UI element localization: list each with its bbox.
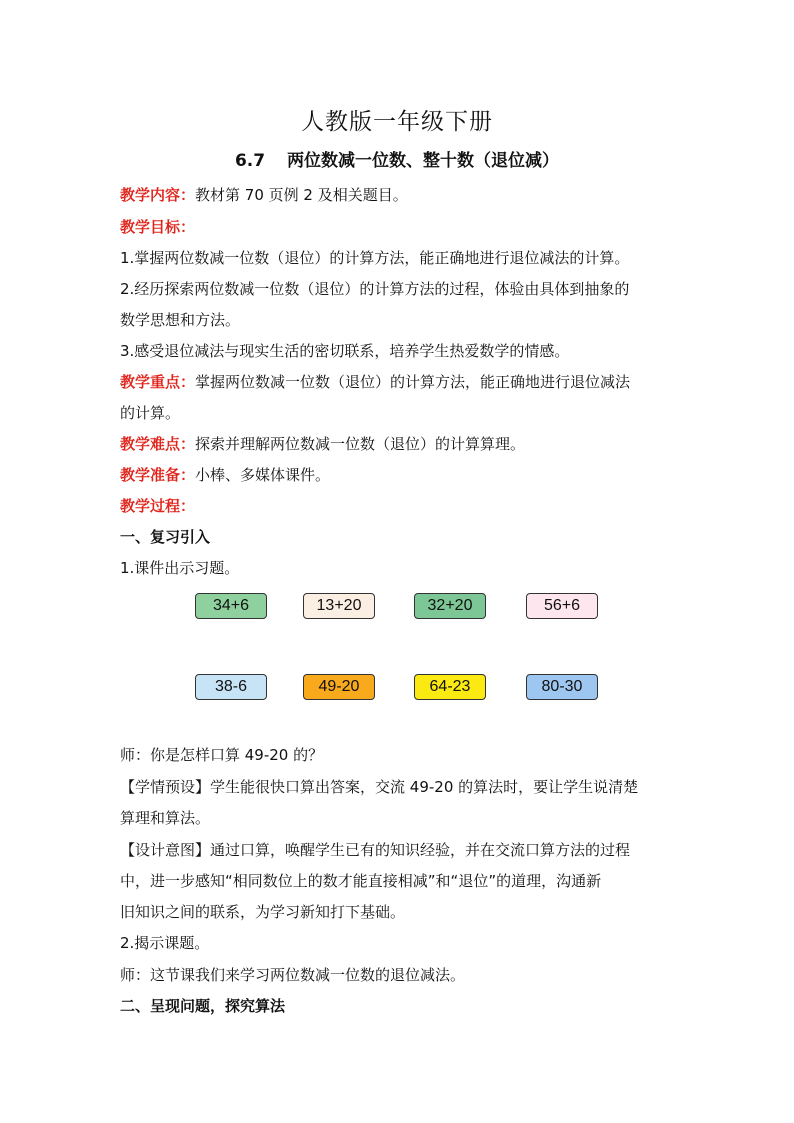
intent-line: 【设计意图】通过口算，唤醒学生已有的知识经验，并在交流口算方法的过程 — [120, 841, 631, 859]
goal-item: 3.感受退位减法与现实生活的密切联系，培养学生热爱数学的情感。 — [120, 342, 570, 360]
exercise-card: 38-6 — [195, 674, 267, 700]
teaching-content — [120, 185, 680, 205]
process-heading — [120, 496, 680, 516]
intent-line: 旧知识之间的联系，为学习新知打下基础。 — [120, 903, 406, 921]
goal-item: 1.掌握两位数减一位数（退位）的计算方法，能正确地进行退位减法的计算。 — [120, 249, 630, 267]
key-points-label: 教学重点： — [120, 373, 196, 391]
exercise-card: 13+20 — [303, 593, 375, 619]
intent-line: 中，进一步感知“相同数位上的数才能直接相减”和“退位”的道理，沟通新 — [120, 872, 602, 890]
process-label: 教学过程： — [120, 497, 196, 515]
goals-label: 教学目标： — [120, 218, 196, 236]
exercise-card: 56+6 — [526, 593, 598, 619]
preparation — [120, 465, 680, 485]
section-2-heading: 二、呈现问题，探究算法 — [120, 997, 286, 1015]
content-text: 教材第 70 页例 2 及相关题目。 — [195, 186, 408, 204]
preparation-label: 教学准备： — [120, 466, 196, 484]
step-2: 2.揭示课题。 — [120, 934, 210, 952]
preset-line: 【学情预设】学生能很快口算出答案，交流 49-20 的算法时，要让学生说清楚 — [120, 778, 639, 796]
lesson-name: 两位数减一位数、整十数（退位减） — [287, 151, 560, 171]
step-1: 1.课件出示习题。 — [120, 559, 240, 577]
exercise-card: 64-23 — [414, 674, 486, 700]
difficulty-text: 探索并理解两位数减一位数（退位）的计算算理。 — [195, 435, 526, 453]
lesson-number: 6.7 — [234, 151, 266, 171]
preset-line: 算理和算法。 — [120, 809, 211, 827]
page-title: 人教版一年级下册 — [301, 109, 493, 135]
goal-item: 2.经历探索两位数减一位数（退位）的计算方法的过程，体验由具体到抽象的 — [120, 280, 630, 298]
teacher-statement: 师：这节课我们来学习两位数减一位数的退位减法。 — [120, 966, 466, 984]
exercise-card: 32+20 — [414, 593, 486, 619]
key-points-continued: 的计算。 — [120, 404, 181, 422]
key-points — [120, 372, 680, 392]
exercise-card: 49-20 — [303, 674, 375, 700]
content-label: 教学内容： — [120, 186, 196, 204]
section-1-heading: 一、复习引入 — [120, 528, 211, 546]
teacher-question: 师：你是怎样口算 49-20 的？ — [120, 746, 324, 764]
lesson-subtitle — [0, 146, 794, 171]
goals-heading — [120, 217, 680, 237]
key-points-text: 掌握两位数减一位数（退位）的计算方法，能正确地进行退位减法 — [195, 373, 631, 391]
exercise-card: 80-30 — [526, 674, 598, 700]
exercise-card: 34+6 — [195, 593, 267, 619]
difficulty — [120, 434, 680, 454]
preparation-text: 小棒、多媒体课件。 — [195, 466, 331, 484]
goal-item-continued: 数学思想和方法。 — [120, 311, 241, 329]
difficulty-label: 教学难点： — [120, 435, 196, 453]
